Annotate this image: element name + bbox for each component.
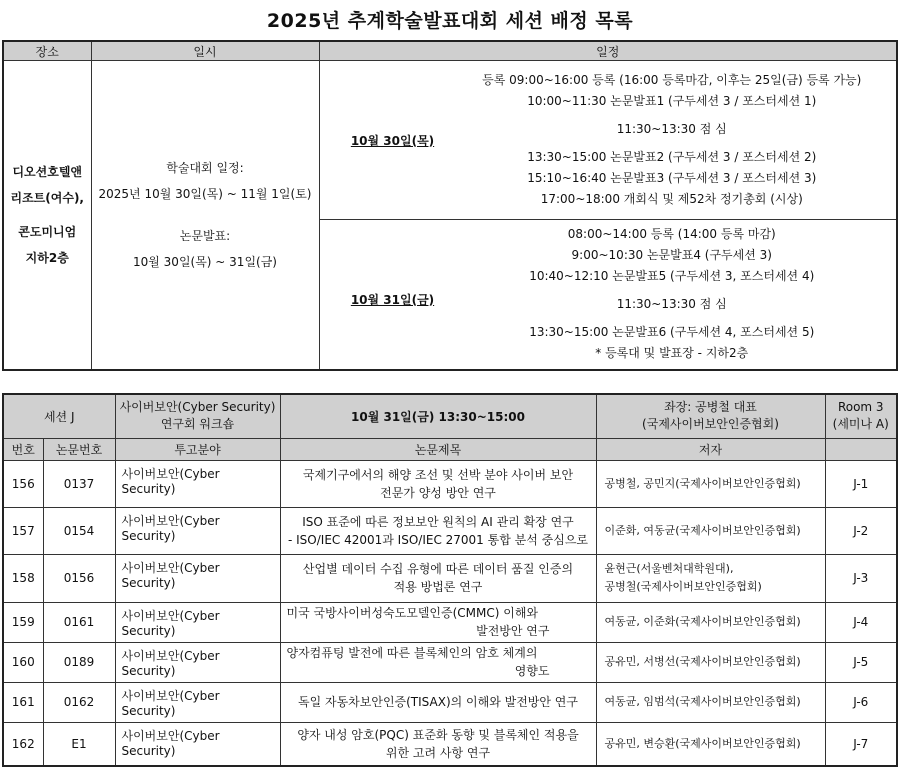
schedule-table (2, 40, 898, 371)
row-field: 사이버보안(Cyber Security) (115, 602, 280, 642)
row-code: J-7 (825, 722, 897, 766)
title-line: 국제기구에서의 해양 조선 및 선박 분야 사이버 보안 (302, 467, 574, 482)
row-paper-no: 0189 (43, 642, 115, 682)
row-no: 157 (3, 507, 43, 554)
venue-line: 리조트(여수), (10, 190, 84, 205)
session-topic (115, 394, 280, 438)
chair-line: (국제사이버보안인증협회) (642, 417, 779, 432)
row-paper-no: 0137 (43, 460, 115, 507)
header-venue: 장소 (3, 41, 91, 61)
row-code: J-5 (825, 642, 897, 682)
row-no: 158 (3, 554, 43, 602)
author-line: 여동균, 임범석(국제사이버보안인증협회) (604, 695, 801, 708)
author-line: 공병철(국제사이버보안인증협회) (604, 580, 762, 593)
row-no: 159 (3, 602, 43, 642)
table-row (3, 507, 897, 554)
venue-line: 디오션호텔앤 (12, 164, 83, 179)
author-line: 공유민, 변승환(국제사이버보안인증협회) (604, 736, 801, 750)
agenda-line: 9:00~10:30 논문발표4 (구두세션 3) (571, 248, 772, 263)
period-label: 학술대회 일정: (166, 160, 244, 175)
period-value: 2025년 10월 30일(목) ~ 11월 1일(토) (98, 186, 312, 201)
author-line: 윤현근(서울벤처대학원대), (604, 562, 734, 575)
day-date: 10월 30일(목) (350, 133, 435, 148)
col-header-title: 논문제목 (280, 438, 596, 460)
row-title (280, 460, 596, 507)
row-author (596, 682, 825, 722)
title-line: 적용 방법론 연구 (393, 580, 483, 594)
agenda-line: 08:00~14:00 등록 (14:00 등록 마감) (567, 227, 776, 242)
author-line: 공병철, 공민지(국제사이버보안인증협회) (604, 476, 801, 490)
agenda-line: * 등록대 및 발표장 - 지하2층 (595, 346, 749, 361)
day-date: 10월 31일(금) (350, 292, 435, 307)
row-no: 160 (3, 642, 43, 682)
title-line: 산업별 데이터 수집 유형에 따른 데이터 품질 인증의 (302, 562, 574, 576)
room-line: Room 3 (837, 400, 884, 415)
row-author (596, 722, 825, 766)
venue-line: 콘도미니엄 (18, 224, 77, 239)
row-code: J-3 (825, 554, 897, 602)
agenda-line: 13:30~15:00 논문발표6 (구두세션 4, 포스터세션 5) (529, 325, 815, 340)
row-author (596, 554, 825, 602)
table-row (3, 642, 897, 682)
agenda-line: 10:40~12:10 논문발표5 (구두세션 3, 포스터세션 4) (529, 269, 815, 284)
col-header-field: 투고분야 (115, 438, 280, 460)
row-field: 사이버보안(Cyber Security) (115, 554, 280, 602)
row-code: J-2 (825, 507, 897, 554)
title-line: 양자컴퓨팅 발전에 따른 블록체인의 암호 체계의 (286, 646, 538, 660)
agenda-line: 11:30~13:30 점 심 (616, 122, 727, 136)
table-row (3, 554, 897, 602)
row-paper-no: 0154 (43, 507, 115, 554)
row-author (596, 602, 825, 642)
row-field: 사이버보안(Cyber Security) (115, 642, 280, 682)
col-header-paper: 논문번호 (43, 438, 115, 460)
col-header-code (825, 438, 897, 460)
agenda-line: 11:30~13:30 점 심 (616, 297, 727, 312)
row-paper-no: 0161 (43, 602, 115, 642)
row-paper-no: 0156 (43, 554, 115, 602)
table-row (3, 460, 897, 507)
session-datetime: 10월 31일(금) 13:30~15:00 (280, 394, 596, 438)
title-line: ISO 표준에 따른 정보보안 원칙의 AI 관리 확장 연구 (302, 514, 574, 529)
session-room (825, 394, 897, 438)
agenda-line: 등록 09:00~16:00 등록 (16:00 등록마감, 이후는 25일(금) 등록 가능) (482, 73, 862, 87)
title-line: 독일 자동차보안인증(TISAX)의 이해와 발전방안 연구 (297, 695, 578, 709)
row-title (280, 722, 596, 766)
session-name: 세션 J (3, 394, 115, 438)
title-line: 미국 국방사이버성숙도모델인증(CMMC) 이해와 (286, 606, 539, 620)
period-cell (91, 61, 319, 370)
author-line: 여동균, 이준화(국제사이버보안인증협회) (604, 615, 801, 628)
header-period: 일시 (91, 41, 319, 61)
session-chair (596, 394, 825, 438)
author-line: 공유민, 서병선(국제사이버보안인증협회) (604, 655, 801, 668)
day-block (319, 220, 897, 370)
agenda-line: 13:30~15:00 논문발표2 (구두세션 3 / 포스터세션 2) (527, 150, 817, 164)
table-row (3, 682, 897, 722)
venue-line: 지하2층 (25, 250, 69, 265)
agenda-line: 10:00~11:30 논문발표1 (구두세션 3 / 포스터세션 1) (527, 94, 817, 108)
row-no: 156 (3, 460, 43, 507)
row-author (596, 460, 825, 507)
title-line: 위한 고려 사항 연구 (385, 745, 491, 760)
session-topic-line: 사이버보안(Cyber Security) (119, 400, 276, 415)
session-table (2, 393, 898, 767)
day-lines (448, 70, 897, 210)
presentation-value: 10월 30일(목) ~ 31일(금) (133, 254, 277, 269)
row-author (596, 642, 825, 682)
row-field: 사이버보안(Cyber Security) (115, 460, 280, 507)
row-title (280, 507, 596, 554)
day-lines (448, 224, 897, 364)
row-no: 162 (3, 722, 43, 766)
day-block (319, 61, 897, 220)
table-row (3, 602, 897, 642)
row-title (280, 554, 596, 602)
session-topic-line: 연구회 워크숍 (160, 417, 235, 432)
row-no: 161 (3, 682, 43, 722)
row-author (596, 507, 825, 554)
page-title: 2025년 추계학술발표대회 세션 배정 목록 (266, 10, 634, 32)
col-header-no: 번호 (3, 438, 43, 460)
chair-line: 좌장: 공병철 대표 (664, 400, 757, 415)
presentation-label: 논문발표: (179, 228, 231, 243)
table-row (3, 722, 897, 766)
row-code: J-6 (825, 682, 897, 722)
row-field: 사이버보안(Cyber Security) (115, 682, 280, 722)
row-code: J-4 (825, 602, 897, 642)
author-line: 이준화, 여동균(국제사이버보안인증협회) (604, 523, 801, 537)
room-line: (세미나 A) (832, 417, 889, 432)
title-line: 발전방안 연구 (476, 624, 550, 638)
row-field: 사이버보안(Cyber Security) (115, 507, 280, 554)
row-title (280, 642, 596, 682)
title-line: 영향도 (514, 664, 550, 678)
row-field: 사이버보안(Cyber Security) (115, 722, 280, 766)
agenda-line: 15:10~16:40 논문발표3 (구두세션 3 / 포스터세션 3) (527, 171, 817, 185)
row-paper-no: 0162 (43, 682, 115, 722)
agenda-line: 17:00~18:00 개회식 및 제52차 정기총회 (시상) (540, 192, 803, 206)
row-title (280, 682, 596, 722)
title-line: - ISO/IEC 42001과 ISO/IEC 27001 통합 분석 중심으로 (288, 532, 588, 547)
row-code: J-1 (825, 460, 897, 507)
header-agenda: 일정 (319, 41, 897, 61)
row-paper-no: E1 (43, 722, 115, 766)
title-line: 전문가 양성 방안 연구 (380, 485, 496, 500)
col-header-author: 저자 (596, 438, 825, 460)
row-title (280, 602, 596, 642)
title-line: 양자 내성 암호(PQC) 표준화 동향 및 블록체인 적용을 (297, 727, 579, 742)
venue-cell (3, 61, 91, 370)
